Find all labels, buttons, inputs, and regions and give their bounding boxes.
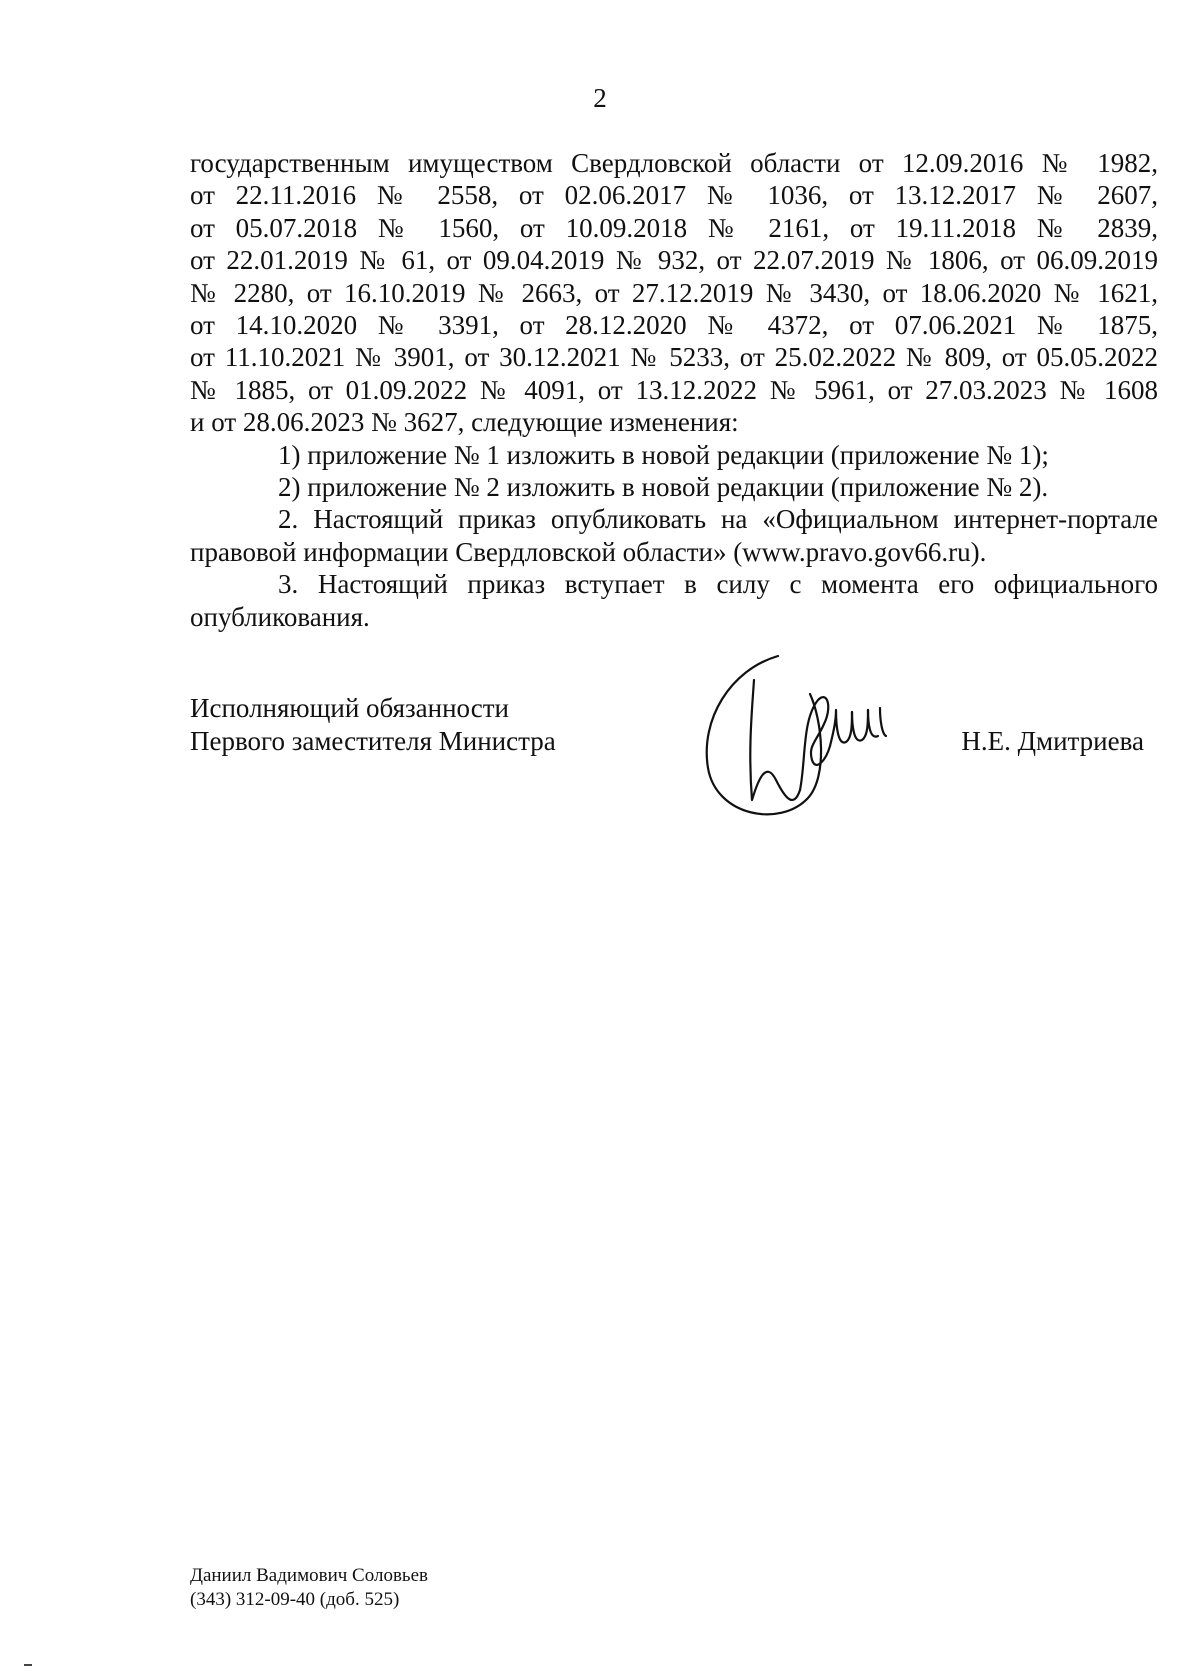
handwritten-signature xyxy=(690,650,910,830)
clause-2 xyxy=(190,503,1158,568)
paragraph-line: от 14.10.2020 № 3391, от 28.12.2020 № 4372, от 07.06.2021 № 1875, xyxy=(190,310,1158,341)
list-item-text: 1) приложение № 1 изложить в новой редакции (приложение № 1); xyxy=(278,439,1049,470)
clause-line: правовой информации Свердловской области» (www.pravo.gov66.ru). xyxy=(190,536,987,567)
paragraph-line: № 1885, от 01.09.2022 № 4091, от 13.12.2022 № 5961, от 27.03.2023 № 1608 xyxy=(190,374,1158,405)
paragraph-line: от 22.11.2016 № 2558, от 02.06.2017 № 1036, от 13.12.2017 № 2607, xyxy=(190,180,1158,211)
document-body xyxy=(190,147,1158,633)
paragraph-line: и от 28.06.2023 № 3627, следующие изменения: xyxy=(190,407,739,438)
paragraph-line: от 22.01.2019 № 61, от 09.04.2019 № 932, от 22.07.2019 № 1806, от 06.09.2019 xyxy=(190,245,1158,276)
page-number: 2 xyxy=(593,83,607,113)
position-line: Первого заместителя Министра xyxy=(190,726,556,756)
signatory-position xyxy=(190,692,556,758)
list-item-1 xyxy=(190,439,1158,471)
paragraph-line: от 11.10.2021 № 3901, от 30.12.2021 № 5233, от 25.02.2022 № 809, от 05.05.2022 xyxy=(190,342,1158,373)
contact-name: Даниил Вадимович Соловьев xyxy=(190,1565,428,1586)
position-line: Исполняющий обязанности xyxy=(190,693,509,723)
list-item-2 xyxy=(190,471,1158,503)
contact-phone: (343) 312-09-40 (доб. 525) xyxy=(190,1589,400,1610)
contact-info xyxy=(190,1564,428,1612)
clause-line: 2. Настоящий приказ опубликовать на «Официальном интернет-портале xyxy=(278,504,1158,535)
paragraph-line: государственным имуществом Свердловской области от 12.09.2016 № 1982, xyxy=(190,148,1158,178)
paragraph-line: от 05.07.2018 № 1560, от 10.09.2018 № 2161, от 19.11.2018 № 2839, xyxy=(190,212,1158,243)
clause-line: 3. Настоящий приказ вступает в силу с момента его официального xyxy=(278,569,1158,600)
paragraph-line: № 2280, от 16.10.2019 № 2663, от 27.12.2019 № 3430, от 18.06.2020 № 1621, xyxy=(190,277,1158,308)
amendment-paragraph xyxy=(190,147,1158,439)
clause-3 xyxy=(190,568,1158,633)
signatory-name: Н.Е. Дмитриева xyxy=(961,726,1144,756)
signature-block xyxy=(190,692,1158,832)
clause-line: опубликования. xyxy=(190,601,370,632)
list-item-text: 2) приложение № 2 изложить в новой редакции (приложение № 2). xyxy=(278,472,1049,503)
scan-edge-mark xyxy=(24,1664,32,1666)
